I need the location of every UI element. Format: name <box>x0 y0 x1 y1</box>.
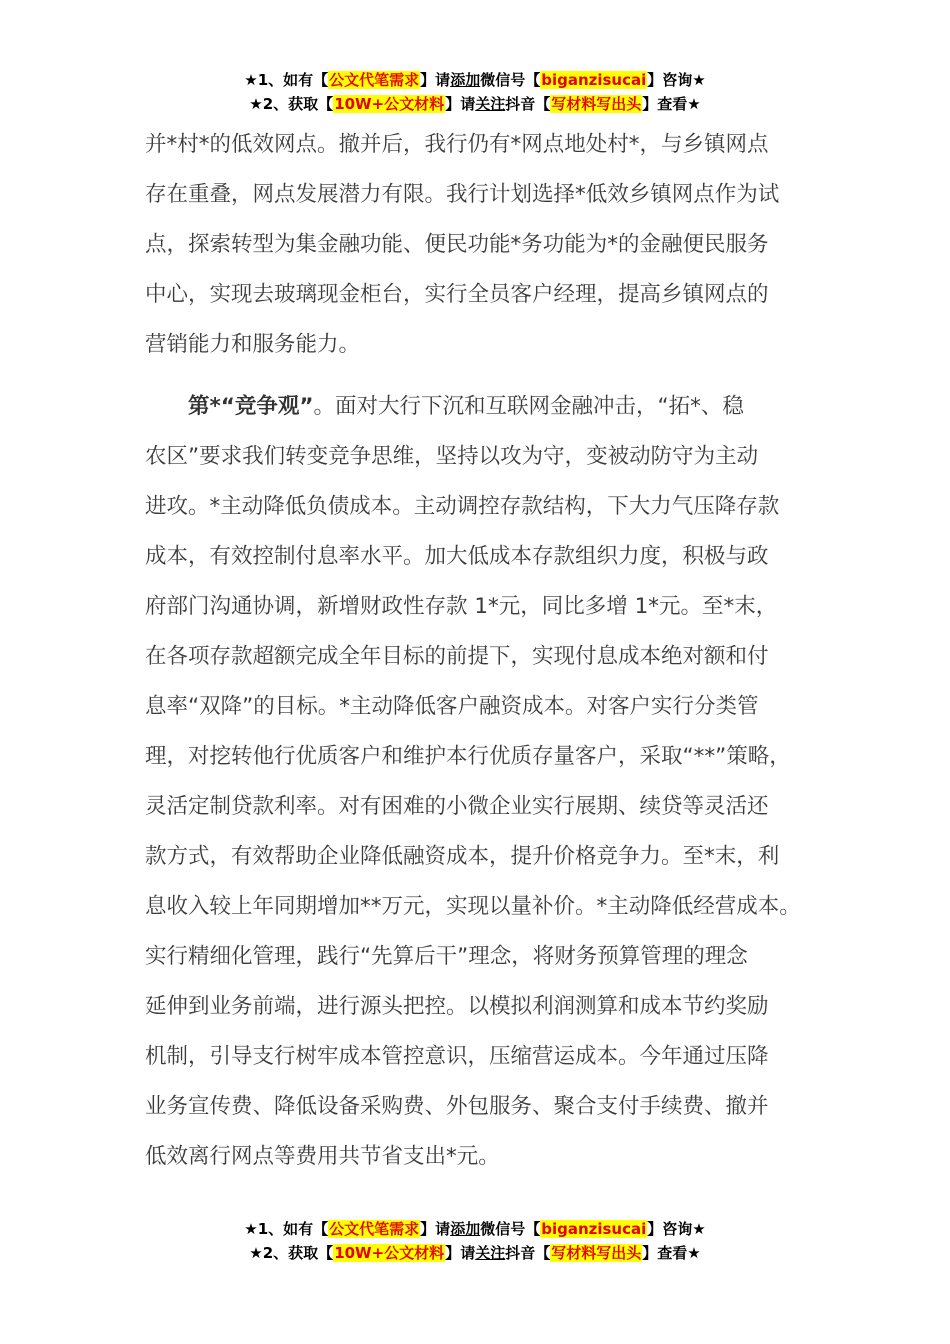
text-line: 延伸到业务前端，进行源头把控。以模拟利润测算和成本节约奖励 <box>145 994 769 1019</box>
banner-line-1 <box>0 1217 950 1241</box>
banner-emphasis: 添加 <box>450 71 481 89</box>
highlight-douyin-account: 写材料写出头 <box>551 1244 642 1262</box>
banner-text: 】请 <box>445 1244 476 1262</box>
paragraph-spacer <box>145 370 830 382</box>
highlight-service: 公文代笔需求 <box>329 71 420 89</box>
text-line: 业务宣传费、降低设备采购费、外包服务、聚合支付手续费、撤并 <box>145 1094 769 1119</box>
document-body <box>145 120 830 1182</box>
banner-text: 】请 <box>420 71 451 89</box>
highlight-service: 公文代笔需求 <box>329 1220 420 1238</box>
highlight-materials: 10W+公文材料 <box>334 1244 445 1262</box>
banner-text: 抖音【 <box>505 95 551 113</box>
banner-text: 抖音【 <box>505 1244 551 1262</box>
text-run: 。面对大行下沉和互联网金融冲击，“拓*、稳 <box>313 394 744 419</box>
banner-emphasis: 添加 <box>450 1220 481 1238</box>
banner-text: 】请 <box>420 1220 451 1238</box>
banner-text: 微信号【 <box>480 1220 541 1238</box>
text-line: 实行精细化管理，践行“先算后干”理念，将财务预算管理的理念 <box>145 944 748 969</box>
banner-text: 】查看★ <box>642 95 701 113</box>
top-banner <box>0 68 950 116</box>
text-line: 存在重叠，网点发展潜力有限。我行计划选择*低效乡镇网点作为试 <box>145 182 780 207</box>
highlight-douyin-account: 写材料写出头 <box>551 95 642 113</box>
text-line: 理，对挖转他行优质客户和维护本行优质存量客户，采取“**”策略， <box>145 744 791 769</box>
banner-text: ★1、如有【 <box>244 71 329 89</box>
banner-text: ★2、获取【 <box>249 95 334 113</box>
text-line: 农区”要求我们转变竞争思维，坚持以攻为守，变被动防守为主动 <box>145 444 759 469</box>
text-line: 成本，有效控制付息率水平。加大低成本存款组织力度，积极与政 <box>145 544 769 569</box>
text-line: 款方式，有效帮助企业降低融资成本，提升价格竞争力。至*末，利 <box>145 844 780 869</box>
text-line: 营销能力和服务能力。 <box>145 332 361 357</box>
highlight-materials: 10W+公文材料 <box>334 95 445 113</box>
highlight-wechat-id: biganzisucai <box>541 1220 647 1238</box>
text-line: 息收入较上年同期增加**万元，实现以量补价。*主动降低经营成本。 <box>145 894 801 919</box>
text-line: 中心，实现去玻璃现金柜台，实行全员客户经理，提高乡镇网点的 <box>145 282 769 307</box>
banner-text: ★1、如有【 <box>244 1220 329 1238</box>
banner-text: 微信号【 <box>480 71 541 89</box>
text-line: 灵活定制贷款利率。对有困难的小微企业实行展期、续贷等灵活还 <box>145 794 769 819</box>
banner-text: 】请 <box>445 95 476 113</box>
banner-text: 】咨询★ <box>647 71 706 89</box>
text-line: 机制，引导支行树牢成本管控意识，压缩营运成本。今年通过压降 <box>145 1044 769 1069</box>
section-heading: 第*“竞争观” <box>188 394 314 419</box>
banner-emphasis: 关注 <box>475 1244 506 1262</box>
banner-emphasis: 关注 <box>475 95 506 113</box>
text-line: 在各项存款超额完成全年目标的前提下，实现付息成本绝对额和付 <box>145 644 769 669</box>
banner-line-2 <box>0 1241 950 1265</box>
text-line: 点，探索转型为集金融功能、便民功能*务功能为*的金融便民服务 <box>145 232 769 257</box>
text-line: 息率“双降”的目标。*主动降低客户融资成本。对客户实行分类管 <box>145 694 759 719</box>
text-line: 进攻。*主动降低负债成本。主动调控存款结构，下大力气压降存款 <box>145 494 780 519</box>
text-line <box>145 382 830 432</box>
paragraph-1 <box>145 120 830 370</box>
banner-text: ★2、获取【 <box>249 1244 334 1262</box>
banner-text: 】查看★ <box>642 1244 701 1262</box>
highlight-wechat-id: biganzisucai <box>541 71 647 89</box>
bottom-banner <box>0 1217 950 1265</box>
paragraph-2 <box>145 382 830 1182</box>
text-line: 府部门沟通协调，新增财政性存款 1*元，同比多增 1*元。至*末， <box>145 594 778 619</box>
banner-text: 】咨询★ <box>647 1220 706 1238</box>
text-line: 并*村*的低效网点。撤并后，我行仍有*网点地处村*，与乡镇网点 <box>145 132 769 157</box>
text-line: 低效离行网点等费用共节省支出*元。 <box>145 1144 500 1169</box>
banner-line-1 <box>0 68 950 92</box>
banner-line-2 <box>0 92 950 116</box>
